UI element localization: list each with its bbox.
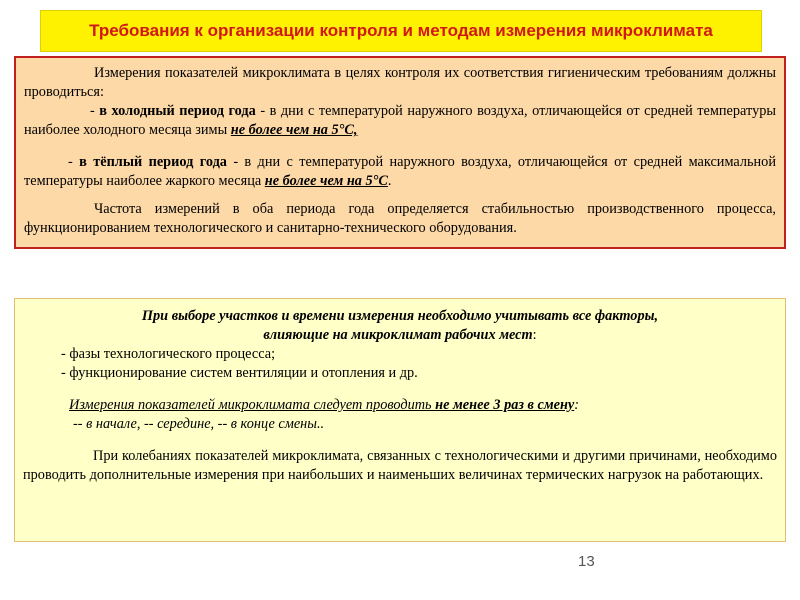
cold-warm-period-box [14,56,786,249]
factor-item-1: - фазы технологического процесса; [61,346,276,362]
cold-period-label: в холодный период года [99,103,256,119]
warm-dash: - [68,154,80,170]
times-paragraph [23,396,777,415]
warm-period-paragraph [24,153,776,191]
factors-heading-line1: При выборе участков и времени измерения необходимо учитывать все факторы, [141,308,659,324]
slide-title: Требования к организации контроля и методам измерения микроклимата [89,21,713,40]
title-bar [40,10,762,52]
factors-heading-text: влияющие на микроклимат рабочих мест [263,327,533,343]
factor-item-2: - функционирование систем вентиляции и отопления и др. [61,365,418,381]
warm-period-end: . [387,173,392,189]
warm-period-text: - в дни с температурой наружного воздуха, отличающейся от средней максимальной температуры наиболее жаркого месяца [24,154,776,189]
cold-period-text: - в дни с температурой наружного воздуха, отличающейся от средней температуры наиболее холодного месяца зимы [24,103,776,138]
cold-period-limit: не более чем на 5°С, [230,122,358,138]
cold-dash: - [90,103,100,119]
times-prefix: Измерения показателей микроклимата следует проводить [69,397,436,413]
slide-number: 13 [578,553,595,570]
fluctuation-paragraph: При колебаниях показателей микроклимата, связанных с технологическими и другими причинами, необходимо проводить дополнительные измерения при наибольших и наименьших величинах термических нагрузок на работающих. [23,448,777,483]
intro-paragraph: Измерения показателей микроклимата в целях контроля их соответствия гигиеническим требованиям должны проводиться: [24,65,776,100]
times-list: -- в начале, -- середине, -- в конце смены.. [73,416,325,432]
warm-period-limit: не более чем на 5°С [264,173,388,189]
frequency-paragraph: Частота измерений в оба периода года определяется стабильностью производственного процесса, функционированием технологического и санитарно-технического оборудования. [24,201,776,236]
cold-period-paragraph [24,102,776,140]
times-bold: не менее 3 раз в смену [435,397,575,413]
warm-period-label: в тёплый период года [79,154,227,170]
factors-heading-line2 [23,326,777,345]
measurement-conditions-box [14,298,786,542]
factors-heading-colon: : [532,327,537,343]
times-colon: : [574,397,580,413]
